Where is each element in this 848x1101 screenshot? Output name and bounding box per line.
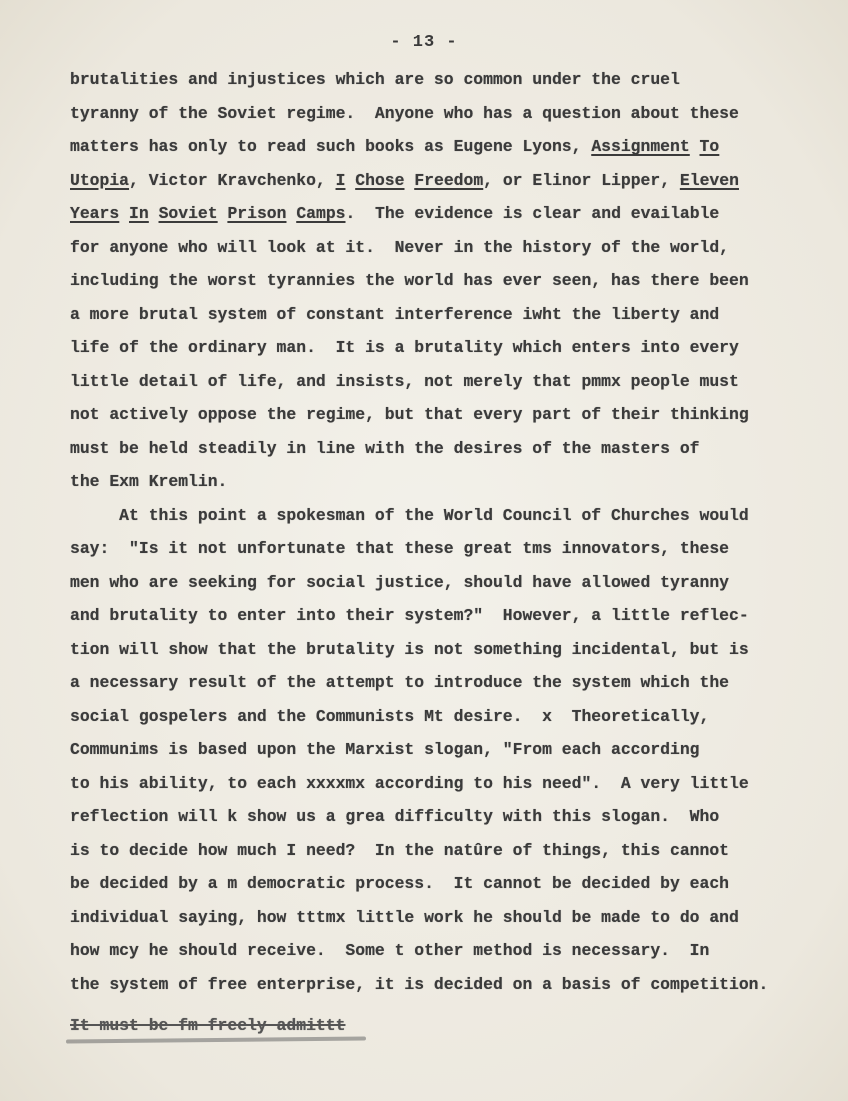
text-segment — [119, 204, 129, 223]
pen-scribble — [66, 1036, 366, 1043]
struck-out-line: It must be fm freely admittt — [70, 1016, 346, 1035]
underlined-title-text: Freedom — [414, 170, 484, 190]
text-segment: , or Elinor Lipper, — [483, 170, 680, 190]
text-line — [70, 908, 739, 928]
text-line — [70, 305, 719, 325]
text-segment: tion will show that the brutality is not something incidental, but is — [70, 639, 749, 659]
text-line — [70, 874, 729, 894]
text-segment: is to decide how much I need? In the natûre of things, this cannot — [70, 840, 730, 860]
text-line — [70, 941, 709, 961]
text-line — [70, 707, 709, 727]
text-segment: men who are seeking for social justice, should have allowed tyranny — [70, 572, 730, 592]
underlined-title-text: Camps — [296, 204, 346, 223]
text-segment: for anyone who will look at it. Never in the history of the world, — [70, 237, 730, 257]
text-segment — [149, 204, 159, 223]
text-segment: social gospelers and the Communists Mt desire. x Theoretically, — [70, 706, 710, 726]
text-segment: brutalities and injustices which are so common under the cruel — [70, 70, 680, 89]
text-segment: including the worst tyrannies the world has ever seen, has there been — [70, 271, 749, 290]
text-line — [70, 372, 739, 392]
text-line — [70, 640, 749, 660]
text-segment: a more brutal system of constant interference iwht the liberty and — [70, 304, 720, 324]
text-segment: and brutality to enter into their system?" However, a little reflec- — [70, 606, 749, 625]
text-line — [70, 539, 729, 559]
text-line — [70, 573, 729, 593]
text-line — [70, 271, 749, 291]
text-segment: say: "Is it not unfortunate that these great tms innovators, these — [70, 539, 730, 558]
text-line — [70, 807, 719, 827]
text-segment: not actively oppose the regime, but that every part of their thinking — [70, 405, 749, 424]
underlined-title-text: Utopia — [70, 170, 130, 190]
text-segment — [218, 204, 228, 223]
text-segment: must be held steadily in line with the desires of the masters of — [70, 438, 700, 458]
underlined-title-text: Prison — [227, 204, 287, 223]
text-segment: the system of free enterprise, it is decided on a basis of competition. — [70, 974, 769, 994]
text-segment: , Victor Kravchenko, — [129, 170, 336, 190]
text-segment: how mcy he should receive. Some t other method is necessary. In — [70, 941, 710, 960]
text-segment: . The evidence is clear and evailable — [345, 204, 720, 223]
text-segment: a necessary result of the attempt to introduce the system which the — [70, 673, 730, 692]
text-segment: to his ability, to each xxxxmx according to his need". A very little — [70, 773, 749, 793]
underlined-title-text: To — [699, 137, 720, 156]
text-line — [70, 439, 700, 459]
underlined-title-text: Assignment — [591, 137, 690, 156]
text-line — [70, 841, 729, 861]
text-line — [70, 104, 739, 124]
page-number: - 13 - — [390, 33, 458, 52]
text-line — [70, 606, 749, 626]
text-segment: tyranny of the Soviet regime. Anyone who has a question about these — [70, 103, 739, 123]
text-segment: reflection will k show us a grea difficulty with this slogan. Who — [70, 807, 720, 826]
text-segment: the Exm Kremlin. — [70, 472, 228, 491]
text-line — [70, 338, 739, 358]
underlined-title-text: Years — [70, 204, 120, 223]
text-line — [70, 740, 700, 760]
text-line — [70, 70, 680, 90]
text-segment — [286, 204, 296, 223]
text-line — [70, 975, 768, 995]
text-segment: life of the ordinary man. It is a brutality which enters into every — [70, 338, 739, 357]
text-line — [70, 472, 227, 492]
text-line — [70, 506, 749, 526]
underlined-title-text: I — [335, 170, 346, 190]
underlined-title-text: Chose — [355, 170, 405, 190]
text-line — [70, 204, 719, 224]
text-segment — [404, 171, 414, 190]
text-segment: matters has only to read such books as Eugene Lyons, — [70, 137, 592, 156]
text-segment: be decided by a m democratic process. It cannot be decided by each — [70, 874, 730, 893]
text-segment — [345, 171, 355, 190]
underlined-title-text: Soviet — [158, 204, 218, 223]
text-line — [70, 774, 749, 794]
text-segment: Communims is based upon the Marxist slogan, "From each according — [70, 740, 700, 759]
text-segment: little detail of life, and insists, not merely that pmmx people must — [70, 371, 739, 391]
text-line — [70, 405, 749, 425]
underlined-title-text: Eleven — [679, 170, 739, 190]
text-line — [70, 171, 739, 191]
text-line — [70, 238, 729, 258]
text-line — [70, 137, 719, 157]
text-line — [70, 673, 729, 693]
text-segment: individual saying, how tttmx little work he should be made to do and — [70, 907, 739, 927]
underlined-title-text: In — [129, 204, 149, 223]
text-segment — [690, 137, 700, 156]
text-segment: At this point a spokesman of the World Council of Churches would — [70, 505, 749, 525]
